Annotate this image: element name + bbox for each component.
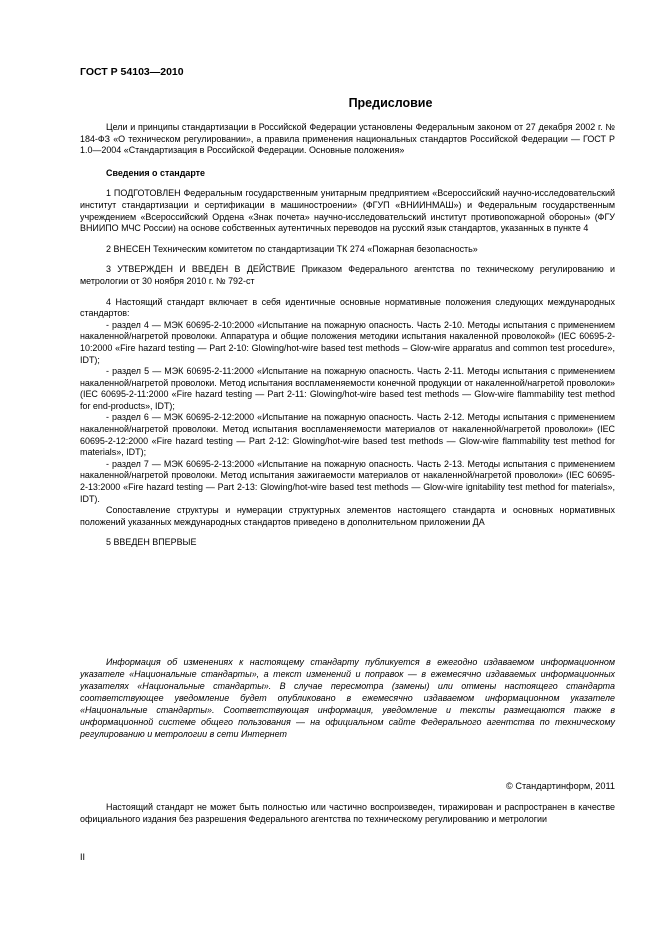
section-6-reference: - раздел 6 — МЭК 60695-2-12:2000 «Испытание на пожарную опасность. Часть 2-12. Методы испытания с применением накаленной/нагретой проволоки. Метод испытания воспламеняемости материалов от накаленной/нагретой проволоки» (IEC 60695-2-12:2000 «Fire hazard testing — Part 2-12: Glowing/hot-wire based test methods — Glow-wire flammability test method for materials», IDT); (80, 412, 615, 458)
foreword-body (80, 122, 615, 549)
document-id-header: ГОСТ Р 54103—2010 (80, 66, 184, 78)
item-1-paragraph: 1 ПОДГОТОВЛЕН Федеральным государственным унитарным предприятием «Всероссийский научно-исследовательский институт стандартизации и сертификации в машиностроении» (ФГУП «ВНИИНМАШ») и Федеральным государственным учреждением «Всероссийский Ордена «Знак почета» научно-исследовательский институт противопожарной обороны» (ФГУ ВНИИПО МЧС России) на основе собственных аутентичных переводов на русский язык стандартов, указанных в пункте 4 (80, 188, 615, 234)
page-number: II (80, 852, 86, 862)
reproduction-notice-block (80, 802, 615, 825)
section-4-reference: - раздел 4 — МЭК 60695-2-10:2000 «Испытание на пожарную опасность. Часть 2-10. Методы испытания с применением накаленной/нагретой проволоки. Аппаратура и общие положения методики испытания накаленной проволокой» (IEC 60695-2-10:2000 «Fire hazard testing — Part 2-10: Glowing/hot-wire based test methods – Glow-wire apparatus and common test procedure», IDT); (80, 319, 615, 365)
reproduction-notice-text: Настоящий стандарт не может быть полностью или частично воспроизведен, тиражирован и распространен в качестве официального издания без разрешения Федерального агентства по техническому регулированию и метрологии (80, 802, 615, 824)
copyright-line: © Стандартинформ, 2011 (506, 781, 615, 791)
change-notice-text: Информация об изменениях к настоящему стандарту публикуется в ежегодно издаваемом информационном указателе «Национальные стандарты», а текст изменений и поправок — в ежемесячно издаваемых информационных указателях «Национальные стандарты». В случае пересмотра (замены) или отмены настоящего стандарта соответствующее уведомление будет опубликовано в ежемесячно издаваемом информационном указателе «Национальные стандарты». Соответствующая информация, уведомление и тексты размещаются также в информационной системе общего пользования — на официальном сайте Федерального агентства по техническому регулированию и метрологии в сети Интернет (80, 657, 615, 739)
item-3-paragraph: 3 УТВЕРЖДЕН И ВВЕДЕН В ДЕЙСТВИЕ Приказом Федерального агентства по техническому регулированию и метрологии от 30 ноября 2010 г. № 792-ст (80, 264, 615, 286)
change-notice-block (80, 656, 615, 740)
info-heading: Сведения о стандарте (106, 167, 206, 178)
section-5-reference: - раздел 5 — МЭК 60695-2-11:2000 «Испытание на пожарную опасность. Часть 2-11. Методы испытания с применением накаленной/нагретой проволоки. Метод испытания воспламеняемости конечной продукции от накаленной/нагретой проволоки» (IEC 60695-2-11:2000 «Fire hazard testing — Part 2-11: Glowing/hot-wire based test methods — Glow-wire flammability test method for end-products», IDT); (80, 366, 615, 411)
intro-paragraph: Цели и принципы стандартизации в Российской Федерации установлены Федеральным законом от 27 декабря 2002 г. № 184-ФЗ «О техническом регулировании», а правила применения национальных стандартов Российской Федерации — ГОСТ Р 1.0—2004 «Стандартизация в Российской Федерации. Основные положения» (80, 122, 615, 156)
item-5-paragraph: 5 ВВЕДЕН ВПЕРВЫЕ (106, 537, 197, 548)
section-7-reference: - раздел 7 — МЭК 60695-2-13:2000 «Испытание на пожарную опасность. Часть 2-13. Методы испытания с применением накаленной/нагретой проволоки. Метод испытания зажигаемости материалов от накаленной/нагретой проволоки» (IEC 60695-2-13:2000 «Fire hazard testing — Part 2-13: Glowing/hot-wire based test methods — Glow-wire ignitability test method for materials», IDT). (80, 458, 615, 504)
page-title: Предисловие (348, 96, 433, 110)
item-4-paragraph: 4 Настоящий стандарт включает в себя идентичные основные нормативные положения следующих международных стандартов: (80, 296, 615, 319)
comparison-paragraph: Сопоставление структуры и нумерации структурных элементов настоящего стандарта и основных нормативных положений указанных международных стандартов приведено в дополнительном приложении ДА (80, 505, 615, 527)
item-2-paragraph: 2 ВНЕСЕН Техническим комитетом по стандартизации ТК 274 «Пожарная безопасность» (106, 243, 478, 254)
